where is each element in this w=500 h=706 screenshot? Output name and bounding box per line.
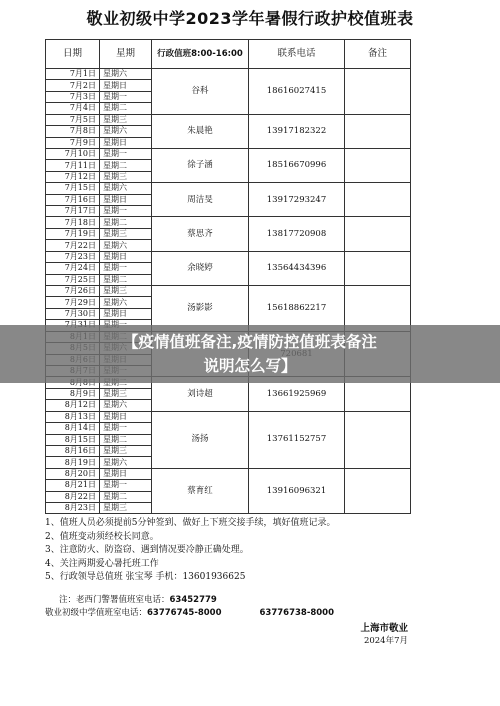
police-label: 注：老西门警署值班室电话： <box>59 595 170 605</box>
date-cell: 7月11日 <box>46 160 100 171</box>
table-row <box>46 69 411 80</box>
table-row <box>46 114 411 125</box>
date-cell: 7月18日 <box>46 217 100 228</box>
weekday-cell: 星期六 <box>100 183 152 194</box>
date-cell: 8月13日 <box>46 411 100 422</box>
date-cell: 7月10日 <box>46 148 100 159</box>
phone-cell: 13917182322 <box>249 114 345 148</box>
overlay-banner <box>0 325 500 383</box>
phone-cell: 13917293247 <box>249 183 345 217</box>
date-cell: 7月4日 <box>46 103 100 114</box>
weekday-cell: 星期一 <box>100 263 152 274</box>
duty-person-cell: 徐子涵 <box>152 148 249 182</box>
school-phone-1: 63776745-8000 <box>147 608 222 618</box>
duty-person-cell: 刘诗超 <box>152 377 249 411</box>
date-cell: 7月25日 <box>46 274 100 285</box>
weekday-cell: 星期日 <box>100 308 152 319</box>
weekday-cell: 星期六 <box>100 69 152 80</box>
weekday-cell: 星期日 <box>100 194 152 205</box>
date-cell: 7月22日 <box>46 240 100 251</box>
date-cell: 7月16日 <box>46 194 100 205</box>
weekday-cell: 星期二 <box>100 160 152 171</box>
date-cell: 8月15日 <box>46 434 100 445</box>
banner-line-2: 说明怎么写】 <box>203 357 297 375</box>
remarks-cell <box>345 69 411 115</box>
duty-person-cell: 汤扬 <box>152 411 249 468</box>
weekday-cell: 星期一 <box>100 206 152 217</box>
date-cell: 8月20日 <box>46 468 100 479</box>
table-row <box>46 148 411 159</box>
weekday-cell: 星期日 <box>100 80 152 91</box>
weekday-cell: 星期二 <box>100 434 152 445</box>
date-cell: 8月19日 <box>46 457 100 468</box>
weekday-cell: 星期三 <box>100 445 152 456</box>
weekday-cell: 星期三 <box>100 503 152 514</box>
header-date: 日期 <box>46 40 100 69</box>
date-cell: 7月23日 <box>46 251 100 262</box>
remarks-cell <box>345 148 411 182</box>
date-cell: 7月12日 <box>46 171 100 182</box>
remarks-cell <box>345 251 411 285</box>
duty-person-cell: 汤影影 <box>152 286 249 332</box>
weekday-cell: 星期六 <box>100 240 152 251</box>
banner-line-1: 【疫情值班备注,疫情防控值班表备注 <box>123 333 377 351</box>
date-cell: 7月29日 <box>46 297 100 308</box>
weekday-cell: 星期三 <box>100 286 152 297</box>
date-cell: 7月19日 <box>46 228 100 239</box>
phone-cell: 15618862217 <box>249 286 345 332</box>
weekday-cell: 星期一 <box>100 423 152 434</box>
remarks-cell <box>345 183 411 217</box>
weekday-cell: 星期一 <box>100 480 152 491</box>
weekday-cell: 星期日 <box>100 468 152 479</box>
header-weekday: 星期 <box>100 40 152 69</box>
weekday-cell: 星期日 <box>100 251 152 262</box>
weekday-cell: 星期六 <box>100 457 152 468</box>
note-3: 3、注意防火、防盗窃、遇到情况要冷静正确处理。 <box>45 545 249 555</box>
table-row <box>46 183 411 194</box>
header-phone: 联系电话 <box>249 40 345 69</box>
phone-cell: 13761152757 <box>249 411 345 468</box>
date-cell: 7月24日 <box>46 263 100 274</box>
note-5: 5、行政领导总值班 张宝琴 手机：13601936625 <box>45 572 246 582</box>
weekday-cell: 星期三 <box>100 388 152 399</box>
weekday-cell: 星期二 <box>100 217 152 228</box>
police-contact <box>45 594 465 607</box>
table-row <box>46 251 411 262</box>
duty-person-cell: 谷科 <box>152 69 249 115</box>
phone-cell: 13916096321 <box>249 468 345 514</box>
weekday-cell: 星期二 <box>100 103 152 114</box>
note-4: 4、关注两期爱心暑托班工作 <box>45 558 159 569</box>
phone-cell: 13661925969 <box>249 377 345 411</box>
date-cell: 7月5日 <box>46 114 100 125</box>
table-row <box>46 286 411 297</box>
signature-org: 上海市敬业 <box>360 623 408 634</box>
date-cell: 7月3日 <box>46 91 100 102</box>
date-cell: 8月12日 <box>46 400 100 411</box>
date-cell: 7月1日 <box>46 69 100 80</box>
date-cell: 8月22日 <box>46 491 100 502</box>
school-contact <box>45 607 465 620</box>
notes-section <box>45 517 465 585</box>
duty-person-cell: 余晓婷 <box>152 251 249 285</box>
weekday-cell: 星期三 <box>100 114 152 125</box>
weekday-cell: 星期六 <box>100 400 152 411</box>
date-cell: 8月16日 <box>46 445 100 456</box>
date-cell: 7月9日 <box>46 137 100 148</box>
phone-cell: 13564434396 <box>249 251 345 285</box>
date-cell: 8月14日 <box>46 423 100 434</box>
duty-person-cell: 蔡思齐 <box>152 217 249 251</box>
contact-section <box>45 594 465 620</box>
weekday-cell: 星期二 <box>100 491 152 502</box>
table-row <box>46 217 411 228</box>
phone-cell: 13817720908 <box>249 217 345 251</box>
header-remarks: 备注 <box>345 40 411 69</box>
table-header-row <box>46 40 411 69</box>
duty-person-cell: 朱晨艳 <box>152 114 249 148</box>
weekday-cell: 星期三 <box>100 171 152 182</box>
table-row <box>46 468 411 479</box>
duty-person-cell: 周洁旻 <box>152 183 249 217</box>
duty-schedule-table <box>45 39 411 514</box>
weekday-cell: 星期一 <box>100 91 152 102</box>
remarks-cell <box>345 114 411 148</box>
schedule-title: 敬业初级中学2023学年暑假行政护校值班表 <box>86 9 414 28</box>
date-cell: 8月21日 <box>46 480 100 491</box>
weekday-cell: 星期一 <box>100 148 152 159</box>
weekday-cell: 星期日 <box>100 137 152 148</box>
weekday-cell: 星期三 <box>100 228 152 239</box>
remarks-cell <box>345 468 411 514</box>
police-phone: 63452779 <box>169 595 217 605</box>
weekday-cell: 星期六 <box>100 297 152 308</box>
phone-cell: 18516670996 <box>249 148 345 182</box>
remarks-cell <box>345 411 411 468</box>
remarks-cell <box>345 217 411 251</box>
school-phone-2: 63776738-8000 <box>259 608 335 618</box>
date-cell: 7月8日 <box>46 126 100 137</box>
note-1: 1、值班人员必须提前5分钟签到、做好上下班交接手续，填好值班记录。 <box>45 518 336 528</box>
table-row <box>46 411 411 422</box>
phone-cell: 18616027415 <box>249 69 345 115</box>
date-cell: 7月17日 <box>46 206 100 217</box>
date-cell: 8月9日 <box>46 388 100 399</box>
school-label: 敬业初级中学值班室电话： <box>45 608 148 618</box>
date-cell: 7月15日 <box>46 183 100 194</box>
date-cell: 7月30日 <box>46 308 100 319</box>
note-2: 2、值班变动须经校长同意。 <box>45 531 159 542</box>
signature-date: 2024年7月 <box>363 636 408 646</box>
date-cell: 7月26日 <box>46 286 100 297</box>
header-duty: 行政值班8:00-16:00 <box>152 40 249 69</box>
weekday-cell: 星期六 <box>100 126 152 137</box>
date-cell: 7月2日 <box>46 80 100 91</box>
date-cell: 8月23日 <box>46 503 100 514</box>
weekday-cell: 星期二 <box>100 274 152 285</box>
duty-person-cell: 蔡育红 <box>152 468 249 514</box>
weekday-cell: 星期日 <box>100 411 152 422</box>
